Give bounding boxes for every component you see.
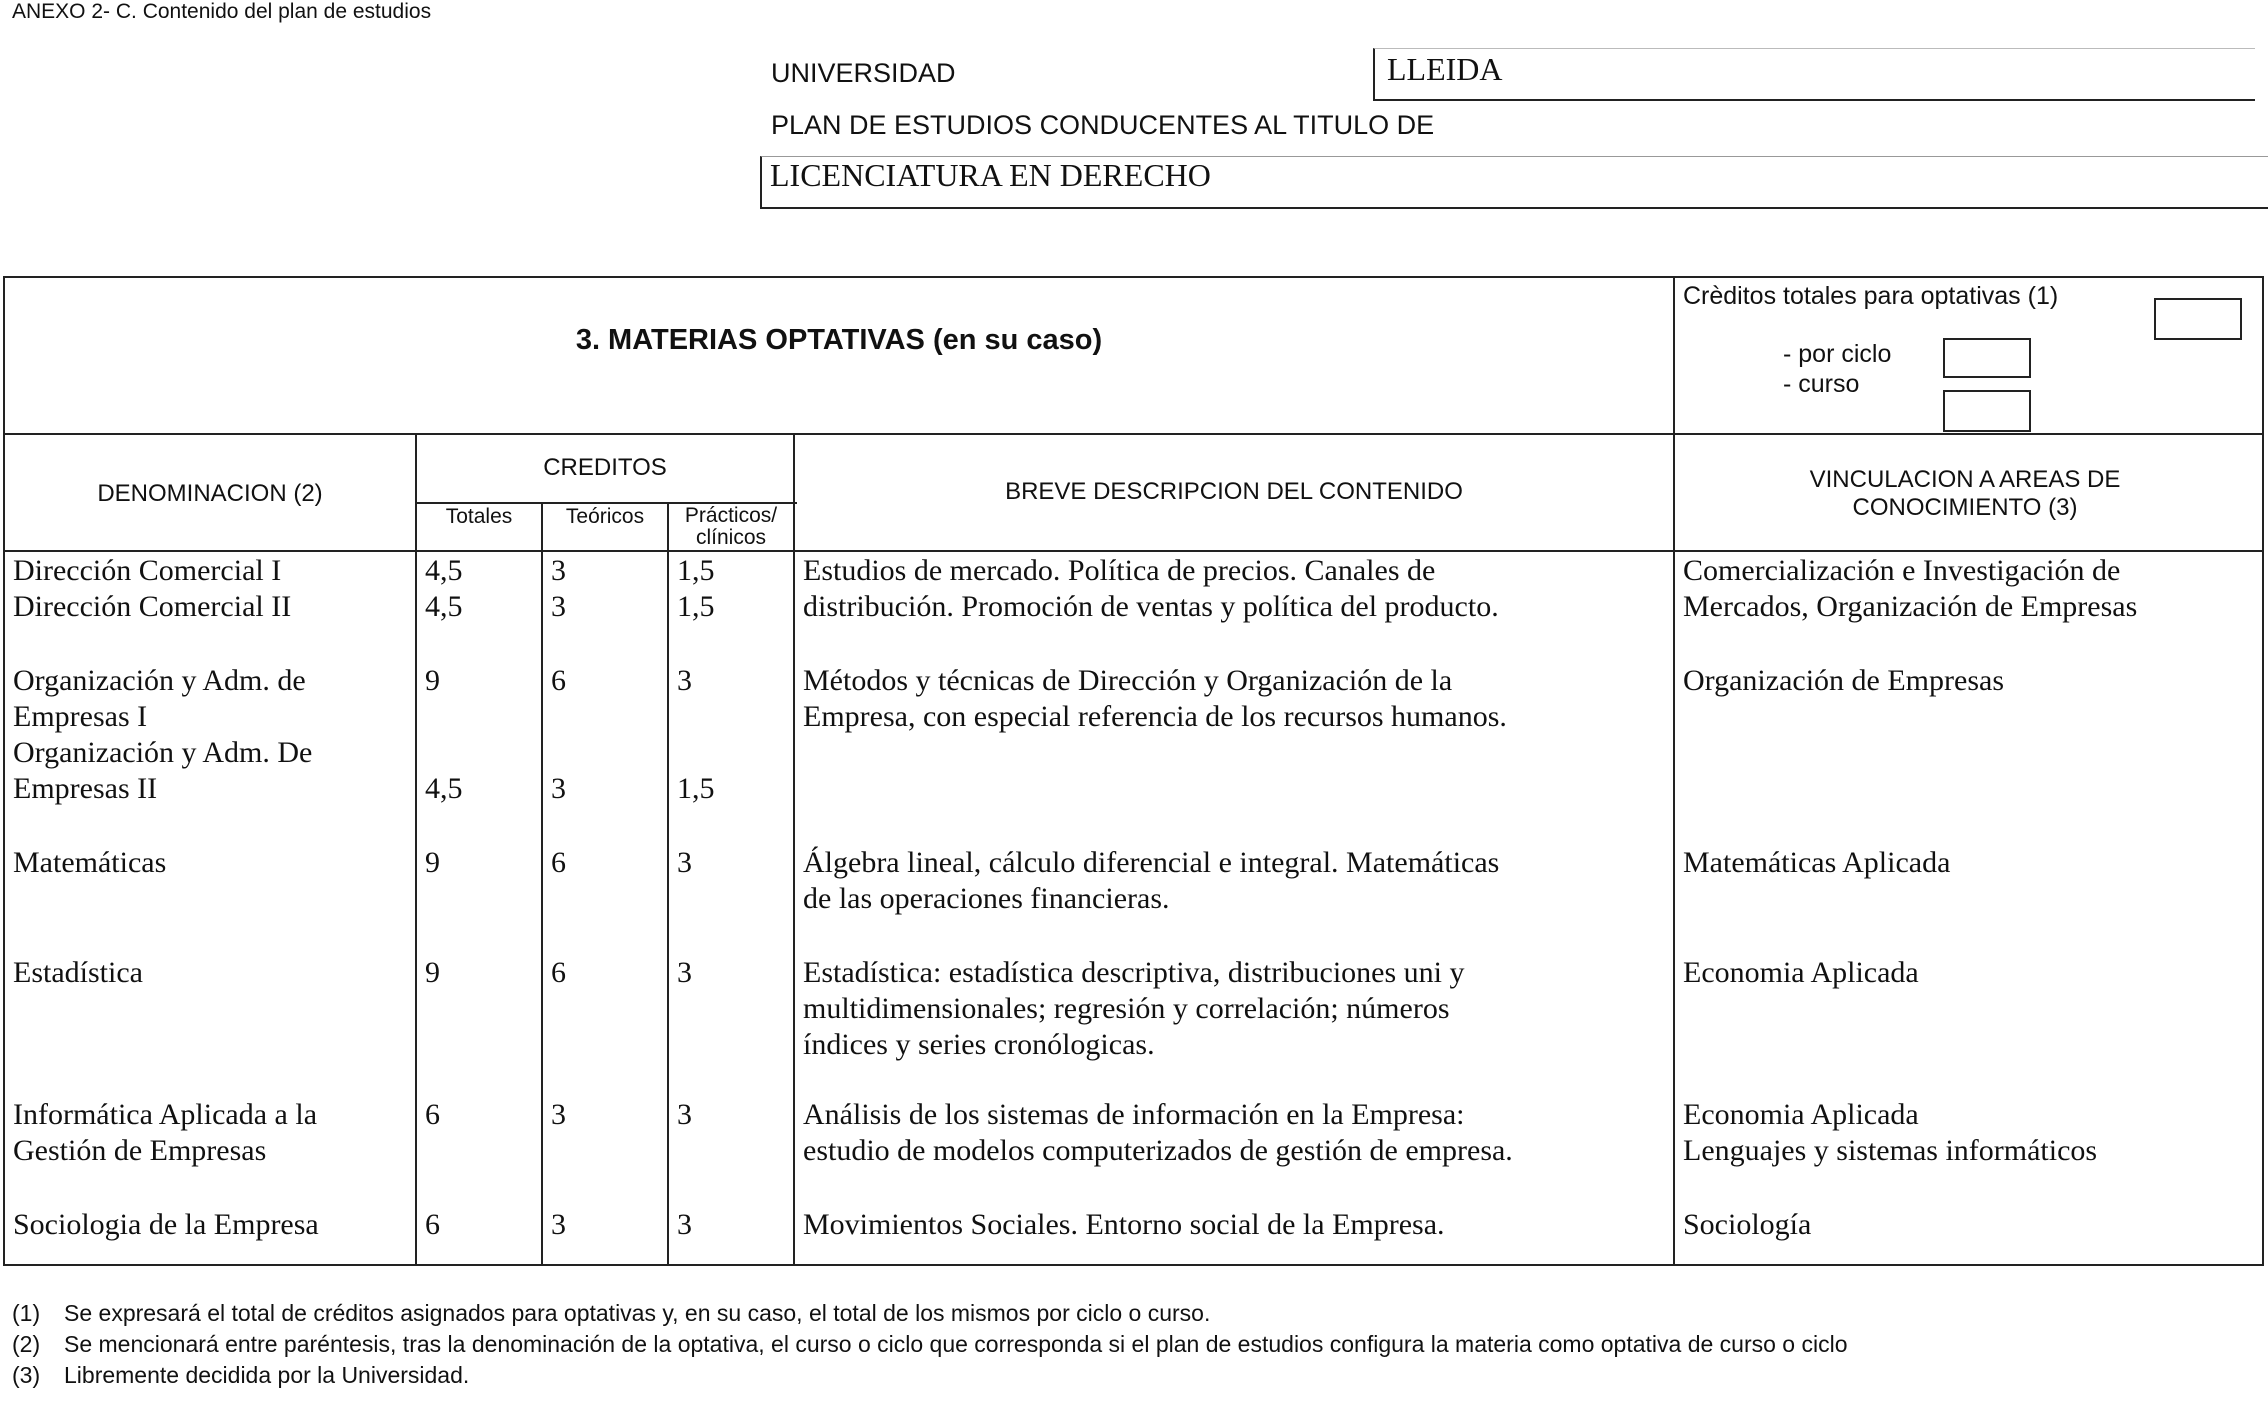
cell-practical: 3 xyxy=(677,956,692,989)
col-divider xyxy=(541,502,543,1266)
cell-description: Movimientos Sociales. Entorno social de la Empresa. xyxy=(803,1208,1445,1241)
university-value: LLEIDA xyxy=(1387,51,1503,87)
footnote-text: Se expresará el total de créditos asignados para optativas y, en su caso, el total de los mismos por ciclo o curso. xyxy=(64,1300,1211,1326)
cell-denomination: Dirección Comercial I Dirección Comercial II xyxy=(13,554,292,623)
cell-areas: Matemáticas Aplicada xyxy=(1683,846,1951,879)
cell-totals: 9 xyxy=(425,956,440,989)
footnote-number: (2) xyxy=(12,1331,41,1357)
footnote xyxy=(12,1298,2262,1329)
cell-denomination: Matemáticas xyxy=(13,846,167,879)
cell-totals: 4,5 4,5 xyxy=(425,554,463,623)
cell-practical: 3 xyxy=(677,846,692,879)
body-divider xyxy=(5,550,2262,552)
credits-total-box xyxy=(2154,298,2242,340)
cell-theory: 3 3 xyxy=(551,554,566,623)
col-header-theory: Teóricos xyxy=(565,505,645,528)
per-cycle-box xyxy=(1943,338,2031,378)
cell-description: Análisis de los sistemas de información en la Empresa: estudio de modelos computerizados de gestión de empresa. xyxy=(803,1098,1513,1167)
col-header-practical: Prácticos/ clínicos xyxy=(684,504,778,549)
section-title: 3. MATERIAS OPTATIVAS (en su caso) xyxy=(575,324,1103,356)
cell-totals: 9 xyxy=(425,846,440,879)
col-divider xyxy=(667,502,669,1266)
col-header-denomination: DENOMINACION (2) xyxy=(97,480,323,507)
cell-description: Métodos y técnicas de Dirección y Organización de la Empresa, con especial referencia de los recursos humanos. xyxy=(803,664,1507,733)
cell-totals: 9 4,5 xyxy=(425,664,463,805)
cell-theory: 6 xyxy=(551,846,566,879)
col-header-credits: CREDITOS xyxy=(543,454,667,481)
cell-description: Estadística: estadística descriptiva, distribuciones uni y multidimensionales; regresión y correlación; números índices y series cronólogicas. xyxy=(803,956,1465,1061)
cell-theory: 3 xyxy=(551,1098,566,1131)
cell-practical: 3 xyxy=(677,1098,692,1131)
cell-denomination: Sociologia de la Empresa xyxy=(13,1208,319,1241)
optional-subjects-table xyxy=(3,276,2264,1266)
per-cycle-label: - por ciclo xyxy=(1783,340,1892,368)
cell-totals: 6 xyxy=(425,1208,440,1241)
cell-description: Estudios de mercado. Política de precios. Canales de distribución. Promoción de ventas y política del producto. xyxy=(803,554,1499,623)
footnote-number: (1) xyxy=(12,1300,41,1326)
col-header-areas: VINCULACION A AREAS DE CONOCIMIENTO (3) xyxy=(1809,466,2121,521)
cell-practical: 3 1,5 xyxy=(677,664,715,805)
col-header-totals: Totales xyxy=(445,505,513,528)
course-box xyxy=(1943,390,2031,432)
degree-field xyxy=(760,156,2268,209)
cell-denomination: Organización y Adm. de Empresas I Organización y Adm. De Empresas II xyxy=(13,664,313,805)
cell-totals: 6 xyxy=(425,1098,440,1131)
university-field xyxy=(1373,48,2255,101)
col-divider xyxy=(1673,278,1675,1266)
header-divider xyxy=(5,433,2262,435)
cell-areas: Economia Aplicada xyxy=(1683,956,1919,989)
footnote-number: (3) xyxy=(12,1362,41,1388)
cell-practical: 3 xyxy=(677,1208,692,1241)
cell-theory: 6 3 xyxy=(551,664,566,805)
credits-total-label: Crèditos totales para optativas (1) xyxy=(1683,282,2059,310)
cell-areas: Organización de Empresas xyxy=(1683,664,2004,697)
cell-practical: 1,5 1,5 xyxy=(677,554,715,623)
col-header-description: BREVE DESCRIPCION DEL CONTENIDO xyxy=(1005,478,1463,505)
col-divider xyxy=(793,433,795,1266)
col-divider xyxy=(415,433,417,1266)
annex-title: ANEXO 2- C. Contenido del plan de estudios xyxy=(12,0,432,23)
footnote-text: Libremente decidida por la Universidad. xyxy=(64,1362,470,1388)
plan-label: PLAN DE ESTUDIOS CONDUCENTES AL TITULO DE xyxy=(771,110,1435,140)
cell-denomination: Estadística xyxy=(13,956,143,989)
cell-areas: Economia Aplicada Lenguajes y sistemas informáticos xyxy=(1683,1098,2098,1167)
footnotes xyxy=(12,1298,2262,1391)
footnote-text: Se mencionará entre paréntesis, tras la denominación de la optativa, el curso o ciclo que corresponda si el plan de estudios configura la materia como optativa de curso o ciclo xyxy=(64,1331,1848,1357)
cell-denomination: Informática Aplicada a la Gestión de Empresas xyxy=(13,1098,318,1167)
footnote xyxy=(12,1329,2262,1360)
footnote xyxy=(12,1360,2262,1391)
cell-areas: Comercialización e Investigación de Mercados, Organización de Empresas xyxy=(1683,554,2138,623)
cell-areas: Sociología xyxy=(1683,1208,1812,1241)
university-label: UNIVERSIDAD xyxy=(771,58,956,88)
cell-theory: 6 xyxy=(551,956,566,989)
cell-theory: 3 xyxy=(551,1208,566,1241)
cell-description: Álgebra lineal, cálculo diferencial e integral. Matemáticas de las operaciones financieras. xyxy=(803,846,1500,915)
course-label: - curso xyxy=(1783,370,1860,398)
degree-value: LICENCIATURA EN DERECHO xyxy=(770,157,1211,193)
